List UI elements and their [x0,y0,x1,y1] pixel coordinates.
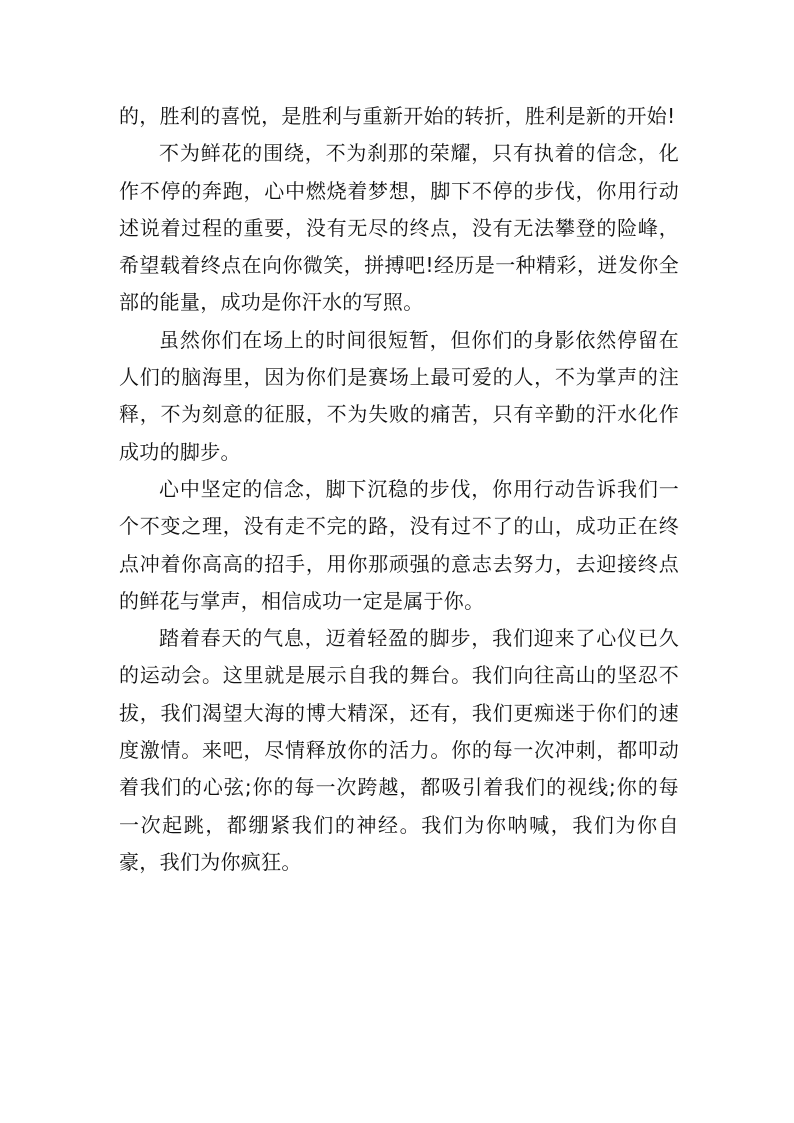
paragraph: 心中坚定的信念，脚下沉稳的步伐，你用行动告诉我们一个不变之理，没有走不完的路，没有过不了的山，成功正在终点冲着你高高的招手，用你那顽强的意志去努力，去迎接终点的鲜花与掌声，相信成功一定是属于你。 [119,476,679,613]
paragraph: 不为鲜花的围绕，不为刹那的荣耀，只有执着的信念，化作不停的奔跑，心中燃烧着梦想，脚下不停的步伐，你用行动述说着过程的重要，没有无尽的终点，没有无法攀登的险峰，希望载着终点在向你微笑，拼搏吧!经历是一种精彩，迸发你全部的能量，成功是你汗水的写照。 [119,141,679,315]
paragraph: 踏着春天的气息，迈着轻盈的脚步，我们迎来了心仪已久的运动会。这里就是展示自我的舞台。我们向往高山的坚忍不拔，我们渴望大海的博大精深，还有，我们更痴迷于你们的速度激情。来吧，尽情释放你的活力。你的每一次冲刺，都叩动着我们的心弦;你的每一次跨越，都吸引着我们的视线;你的每一次起跳，都绷紧我们的神经。我们为你呐喊，我们为你自豪，我们为你疯狂。 [119,626,679,874]
body-text [119,98,679,881]
paragraph-continuation: 的，胜利的喜悦，是胜利与重新开始的转折，胜利是新的开始! [119,104,676,128]
paragraph: 虽然你们在场上的时间很短暂，但你们的身影依然停留在人们的脑海里，因为你们是赛场上最可爱的人，不为掌声的注释，不为刻意的征服，不为失败的痛苦，只有辛勤的汗水化作成功的脚步。 [119,327,679,464]
